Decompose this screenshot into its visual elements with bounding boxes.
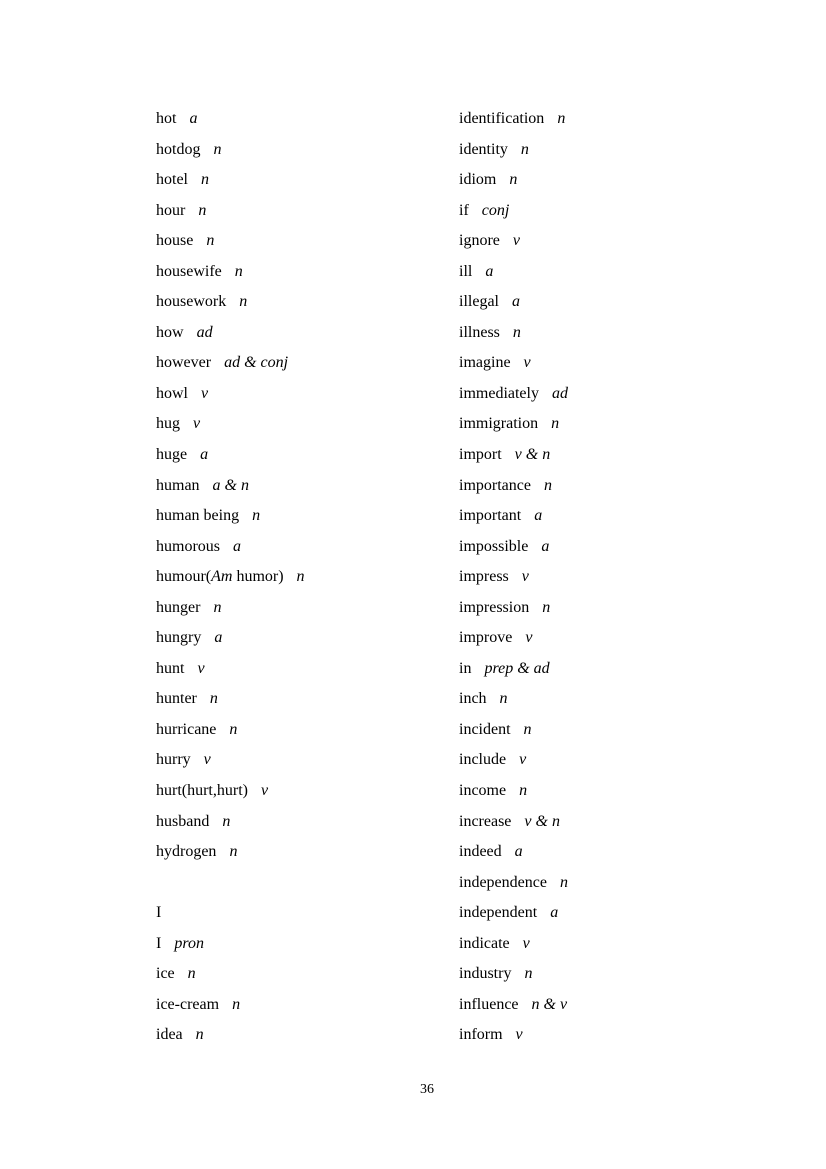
- entry-word: inform: [459, 1026, 503, 1044]
- entry-word: human: [156, 476, 200, 494]
- entry-word: hunger: [156, 598, 201, 616]
- entry-word: huge: [156, 446, 188, 464]
- entry-pos: n: [239, 293, 248, 311]
- entry-pos: n: [509, 171, 518, 189]
- entry-word: immigration: [459, 415, 539, 433]
- entry-pos: a: [541, 537, 550, 555]
- entry-pos: ad & conj: [224, 354, 289, 372]
- entry-pos: v & n: [524, 812, 560, 830]
- word-entry: [459, 135, 568, 166]
- word-entry: [459, 684, 568, 715]
- word-entry: [156, 196, 305, 227]
- entry-pos: n: [201, 171, 209, 189]
- entry-pos: n: [519, 782, 528, 800]
- word-entry: [156, 318, 305, 349]
- entry-word: hotdog: [156, 140, 201, 158]
- entry-pos: a: [485, 262, 494, 280]
- entry-word: hot: [156, 110, 177, 127]
- entry-word: impression: [459, 598, 530, 616]
- word-entry: [459, 837, 568, 868]
- section-heading: [156, 898, 305, 929]
- word-entry: [156, 959, 305, 990]
- entry-pos: v: [203, 751, 211, 769]
- entry-word: idiom: [459, 171, 497, 189]
- word-entry: [459, 501, 568, 532]
- entry-word: ice-cream: [156, 995, 220, 1013]
- entry-word: import: [459, 446, 502, 464]
- entry-word: hurry: [156, 751, 191, 769]
- entry-pos: n: [252, 507, 261, 525]
- word-entry: [459, 196, 568, 227]
- word-entry: [459, 471, 568, 502]
- entry-pos: n: [543, 476, 552, 494]
- entry-pos: v: [525, 629, 533, 647]
- word-entry: [156, 593, 305, 624]
- word-entry: [459, 959, 568, 990]
- word-entry: [459, 379, 568, 410]
- entry-word: hunt: [156, 659, 185, 677]
- entry-word: incident: [459, 720, 511, 738]
- entry-word: ill: [459, 262, 473, 280]
- word-entry: [459, 868, 568, 899]
- word-entry: [459, 257, 568, 288]
- entry-pos: v & n: [514, 446, 551, 464]
- entry-word: inch: [459, 690, 487, 708]
- entry-word: humorous: [156, 537, 220, 555]
- entry-pos: ad: [551, 384, 568, 402]
- entry-pos: v: [512, 232, 520, 250]
- word-entry: [156, 776, 305, 807]
- entry-pos: n: [187, 965, 196, 983]
- word-entry: [156, 409, 305, 440]
- entry-word: illegal: [459, 293, 499, 311]
- entry-word: industry: [459, 965, 512, 983]
- entry-word: illness: [459, 323, 500, 341]
- entry-word: husband: [156, 812, 210, 830]
- word-entry: [156, 532, 305, 563]
- entry-word: identification: [459, 110, 545, 127]
- entry-pos: v: [197, 659, 205, 677]
- entry-pos: a: [200, 446, 209, 464]
- entry-word: impossible: [459, 537, 529, 555]
- entry-pos: n: [512, 323, 521, 341]
- section-letter: I: [156, 904, 162, 922]
- entry-word: hungry: [156, 629, 202, 647]
- entry-pos: n: [542, 598, 551, 616]
- entry-pos: v: [260, 782, 269, 800]
- word-entry: [156, 623, 305, 654]
- entry-pos: n: [296, 568, 305, 586]
- word-entry: [156, 807, 305, 838]
- word-entry: [459, 654, 568, 685]
- entry-pos: conj: [481, 201, 510, 219]
- word-entry: [156, 104, 305, 135]
- entry-pos: a & n: [212, 476, 249, 494]
- entry-pos: v: [522, 934, 530, 952]
- word-entry: [156, 745, 305, 776]
- entry-pos: n: [209, 690, 218, 708]
- word-entry: [156, 135, 305, 166]
- entry-word: I: [156, 934, 162, 952]
- word-entry: [459, 104, 568, 135]
- entry-word: imagine: [459, 354, 511, 372]
- entry-pos: v: [193, 415, 201, 433]
- entry-word: independent: [459, 904, 538, 922]
- entry-pos: n: [229, 843, 238, 861]
- word-entry: [459, 807, 568, 838]
- word-entry: [459, 929, 568, 960]
- word-entry: [156, 379, 305, 410]
- word-entry: [156, 471, 305, 502]
- entry-pos: n: [195, 1026, 204, 1044]
- entry-pos: a: [514, 843, 523, 861]
- entry-word: hurricane: [156, 720, 217, 738]
- entry-pos: a: [233, 537, 241, 555]
- entry-pos: n: [206, 232, 215, 250]
- entry-word: impress: [459, 568, 509, 586]
- entry-word: hug: [156, 415, 180, 433]
- entry-word: howl: [156, 384, 188, 402]
- word-entry: [459, 409, 568, 440]
- entry-pos: v: [521, 568, 529, 586]
- word-entry: [156, 348, 305, 379]
- word-entry: [459, 440, 568, 471]
- entry-word: how: [156, 323, 184, 341]
- entry-word: ice: [156, 965, 175, 983]
- entry-word: if: [459, 201, 469, 219]
- entry-word: hour: [156, 201, 186, 219]
- entry-word: identity: [459, 140, 508, 158]
- word-entry: [459, 745, 568, 776]
- word-entry: [459, 776, 568, 807]
- word-list-column-right: [459, 104, 568, 1051]
- word-entry: [156, 501, 305, 532]
- entry-word: indicate: [459, 934, 510, 952]
- entry-pos: ad: [196, 323, 213, 341]
- entry-pos: a: [550, 904, 559, 922]
- entry-word: include: [459, 751, 507, 769]
- entry-pos: n: [234, 262, 243, 280]
- entry-word: hunter: [156, 690, 197, 708]
- word-entry: [459, 348, 568, 379]
- entry-pos: n: [213, 598, 222, 616]
- entry-word: importance: [459, 476, 531, 494]
- word-entry: [156, 165, 305, 196]
- word-entry: [156, 287, 305, 318]
- entry-pos: n: [551, 415, 560, 433]
- entry-pos: a: [214, 629, 223, 647]
- entry-pos: v: [515, 1026, 523, 1044]
- word-entry: [459, 593, 568, 624]
- word-entry: [156, 684, 305, 715]
- entry-word: house: [156, 232, 194, 250]
- entry-word: hydrogen: [156, 843, 217, 861]
- word-entry: [156, 654, 305, 685]
- blank-row: [156, 868, 305, 899]
- entry-word: idea: [156, 1026, 183, 1044]
- entry-word: increase: [459, 812, 512, 830]
- word-entry: [156, 562, 305, 593]
- word-entry: [459, 318, 568, 349]
- entry-word: indeed: [459, 843, 502, 861]
- word-list-column-left: [156, 104, 305, 1051]
- word-entry: [459, 226, 568, 257]
- entry-pos: n: [557, 110, 566, 127]
- word-entry: [156, 990, 305, 1021]
- entry-pos: a: [511, 293, 520, 311]
- entry-pos: v: [519, 751, 527, 769]
- entry-pos: prep & ad: [484, 659, 550, 677]
- word-entry: [459, 532, 568, 563]
- entry-word: housewife: [156, 262, 222, 280]
- entry-pos: n: [232, 995, 241, 1013]
- word-entry: [156, 1020, 305, 1051]
- entry-word: income: [459, 782, 507, 800]
- entry-pos: n: [520, 140, 529, 158]
- word-entry: [459, 623, 568, 654]
- entry-pos: n: [524, 965, 533, 983]
- word-entry: [459, 562, 568, 593]
- entry-pos: pron: [174, 934, 204, 952]
- entry-pos: n: [523, 720, 532, 738]
- entry-word: improve: [459, 629, 513, 647]
- word-entry: [156, 837, 305, 868]
- word-entry: [459, 715, 568, 746]
- entry-pos: v: [523, 354, 531, 372]
- entry-word: influence: [459, 995, 519, 1013]
- entry-word: humour(: [156, 568, 212, 586]
- entry-word: housework: [156, 293, 227, 311]
- page-number: 36: [420, 1082, 434, 1097]
- entry-pos: n: [198, 201, 207, 219]
- entry-pos: n: [499, 690, 508, 708]
- entry-pos: n: [229, 720, 238, 738]
- entry-word: ignore: [459, 232, 500, 250]
- entry-word: in: [459, 659, 472, 677]
- entry-pos: n: [559, 873, 568, 891]
- entry-pos: n: [222, 812, 231, 830]
- word-entry: [156, 257, 305, 288]
- entry-word: hotel: [156, 171, 188, 189]
- word-entry: [156, 715, 305, 746]
- entry-word-italic-note: Am: [211, 568, 233, 586]
- entry-pos: a: [189, 110, 198, 127]
- entry-word: human being: [156, 507, 240, 525]
- entry-word: hurt(hurt,hurt): [156, 782, 248, 800]
- entry-word: important: [459, 507, 522, 525]
- entry-pos: n & v: [531, 995, 568, 1013]
- word-entry: [156, 226, 305, 257]
- word-entry: [156, 929, 305, 960]
- entry-pos: n: [213, 140, 222, 158]
- entry-word: however: [156, 354, 212, 372]
- word-entry: [459, 898, 568, 929]
- entry-word: independence: [459, 873, 547, 891]
- entry-word-continued: humor): [232, 568, 284, 586]
- word-entry: [459, 1020, 568, 1051]
- word-entry: [459, 990, 568, 1021]
- entry-pos: v: [201, 384, 209, 402]
- entry-word: immediately: [459, 384, 539, 402]
- word-entry: [459, 165, 568, 196]
- word-entry: [156, 440, 305, 471]
- word-entry: [459, 287, 568, 318]
- entry-pos: a: [534, 507, 543, 525]
